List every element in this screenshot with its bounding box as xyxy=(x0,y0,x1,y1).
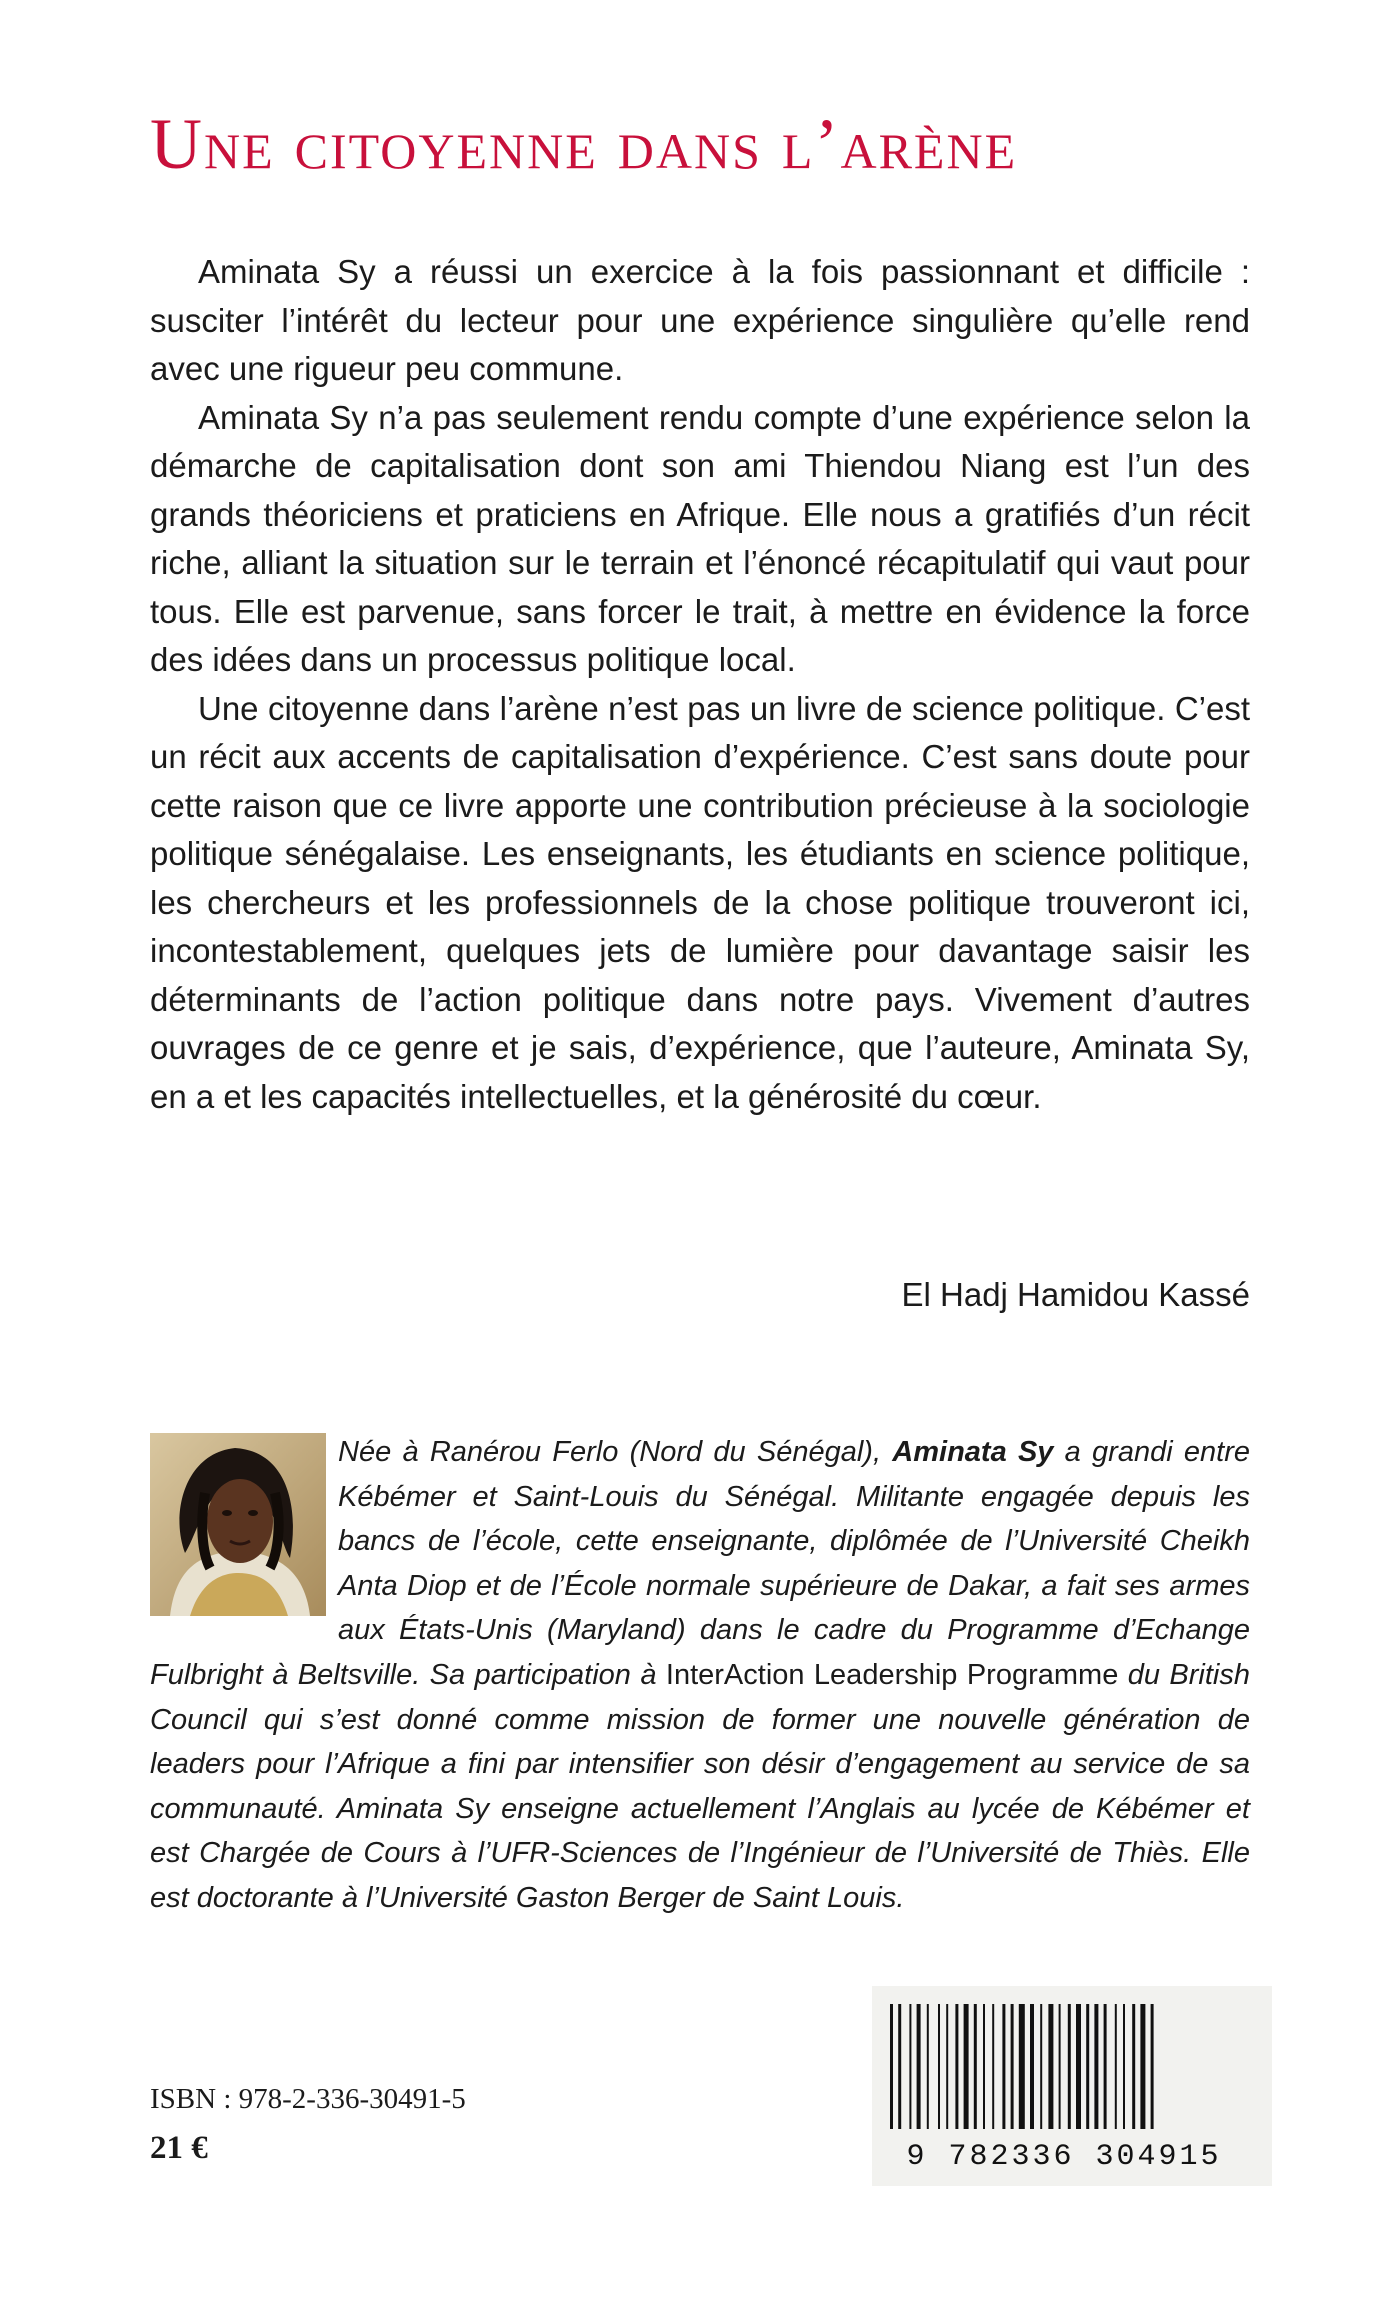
author-biography xyxy=(150,1430,1250,1921)
barcode-bar xyxy=(992,2004,994,2129)
blurb-paragraph: Aminata Sy n’a pas seulement rendu compte d’une expérience selon la démarche de capitalisation dont son ami Thiendou Niang est l’un des grands théoriciens et praticiens en Afrique. Elle nous a gratifiés d’un récit riche, alliant la situation sur le terrain et l’énoncé récapitulatif qui vaut pour tous. Elle est parvenue, sans forcer le trait, à mettre en évidence la force des idées dans un processus politique local. xyxy=(150,398,1250,678)
bio-text: Née à Ranérou Ferlo (Nord du Sénégal), xyxy=(338,1436,893,1468)
barcode-bar xyxy=(1104,2004,1107,2129)
isbn: ISBN : 978-2-336-30491-5 xyxy=(150,2083,466,2115)
blurb-paragraph: Aminata Sy a réussi un exercice à la fois passionnant et difficile : susciter l’intérêt du lecteur pour une expérience singulière qu’elle rend avec une rigueur peu commune. xyxy=(150,253,1250,387)
barcode-bar xyxy=(1132,2004,1135,2129)
barcode-bar xyxy=(898,2004,901,2129)
barcode-bar xyxy=(1094,2004,1098,2129)
barcode-bar xyxy=(1019,2004,1025,2129)
barcode-bar xyxy=(955,2004,958,2129)
barcode-bar xyxy=(1068,2004,1071,2129)
bio-author-name: Aminata Sy xyxy=(892,1436,1054,1468)
barcode-bar xyxy=(1140,2004,1145,2129)
barcode-bar xyxy=(1048,2004,1053,2129)
barcode-bar xyxy=(927,2004,929,2129)
barcode-bar xyxy=(890,2004,893,2129)
barcode-bar xyxy=(1011,2004,1014,2129)
barcode-bar xyxy=(1002,2004,1005,2129)
blurb-paragraph: Une citoyenne dans l’arène n’est pas un livre de science politique. C’est un récit aux accents de capitalisation d’expérience. C’est sans doute pour cette raison que ce livre apporte une contribution précieuse à la sociologie politique sénégalaise. Les enseignants, les étudiants en science politique, les chercheurs et les professionnels de la chose politique trouveront ici, incontestablement, quelques jets de lumière pour davantage saisir les déterminants de l’action politique dans notre pays. Vivement d’autres ouvrages de ce genre et je sais, d’expérience, que l’auteure, Aminata Sy, en a et les capacités intellectuelles, et la générosité du cœur. xyxy=(150,689,1250,1115)
barcode-bar xyxy=(1123,2004,1125,2129)
barcode-bar xyxy=(1059,2004,1061,2129)
price: 21 € xyxy=(150,2130,208,2166)
barcode-bar xyxy=(1030,2004,1034,2129)
barcode-bar xyxy=(1115,2004,1117,2129)
barcode-bar xyxy=(1040,2004,1042,2129)
barcode-bar xyxy=(917,2004,921,2129)
bio-text: du British Council qui s’est donné comme mission de former une nouvelle génération de leaders pour l’Afrique a fini par intensifier son désir d’engagement au service de sa communauté. Aminata Sy enseigne actuellement l’Anglais au lycée de Kébémer et est Chargée de Cours à l’UFR-Sciences de l’Ingénieur de l’Université de Thiès. Elle est doctorante à l’Université Gaston Berger de Saint Louis. xyxy=(150,1658,1250,1914)
back-cover-blurb xyxy=(150,248,1250,1121)
book-title: Une citoyenne dans l’arène xyxy=(150,104,1018,184)
bio-program-name: InterAction Leadership Programme xyxy=(665,1658,1119,1691)
barcode-digits: 9 782336 304915 xyxy=(906,2140,1222,2174)
barcode-bar xyxy=(938,2004,940,2129)
barcode-bar xyxy=(1076,2004,1081,2129)
barcode-bar xyxy=(964,2004,969,2129)
barcode-bar xyxy=(946,2004,948,2129)
bio-text: a grandi entre Kébémer et Saint-Louis du Sénégal. Militante engagée depuis les bancs de l’école, cette enseignante, diplômée de l’Université Cheikh Anta Diop et de l’École normale supérieure de Dakar, a fait ses armes aux États-Unis (Maryland) dans le cadre du Programme d’Echange Fulbright à Beltsville. Sa participation à xyxy=(150,1436,1250,1691)
barcode-bar xyxy=(909,2004,911,2129)
barcode-bar xyxy=(974,2004,977,2129)
blurb-signature: El Hadj Hamidou Kassé xyxy=(901,1276,1250,1313)
barcode-bar xyxy=(983,2004,985,2129)
photo-spacer xyxy=(150,1430,338,1620)
barcode-bar xyxy=(1151,2004,1154,2129)
barcode-bar xyxy=(1086,2004,1089,2129)
